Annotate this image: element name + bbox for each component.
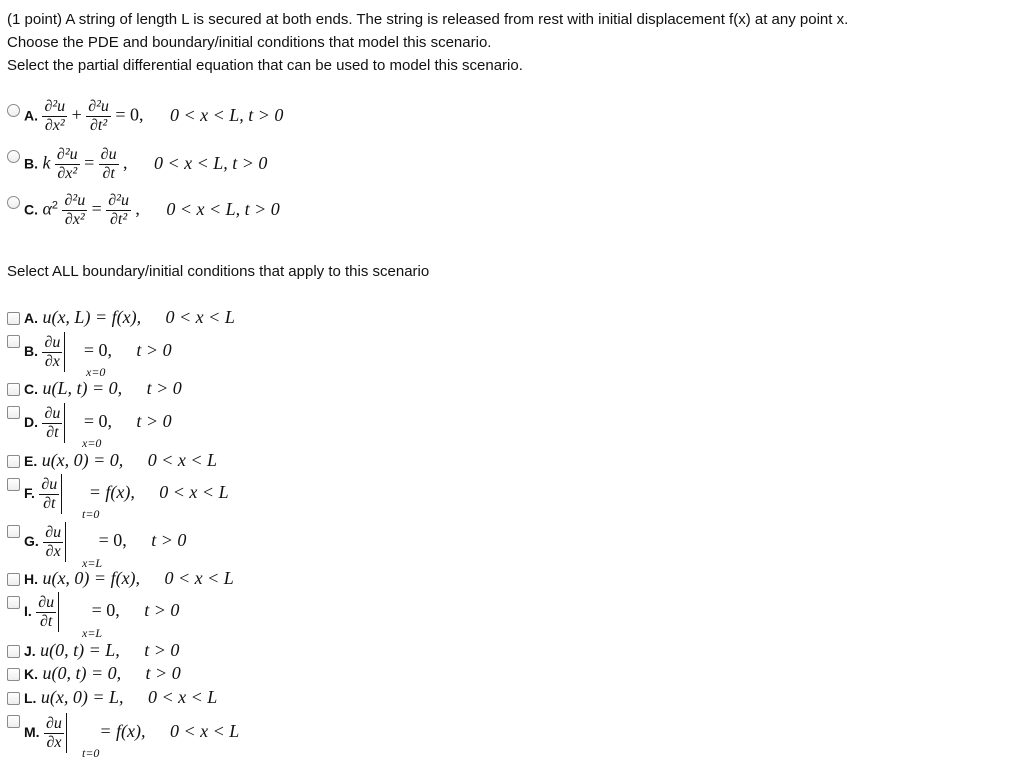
equals-sign: = bbox=[91, 198, 102, 219]
condition-domain: t > 0 bbox=[136, 340, 172, 361]
evaluation-point: t=0 bbox=[82, 507, 100, 521]
condition-domain: 0 < x < L bbox=[164, 568, 234, 588]
option-label: K. bbox=[24, 666, 38, 682]
condition-k-checkbox[interactable] bbox=[7, 668, 20, 681]
plus-sign: + bbox=[71, 104, 82, 125]
evaluation-bar bbox=[58, 592, 59, 632]
condition-domain: t > 0 bbox=[144, 640, 180, 660]
condition-domain: t > 0 bbox=[145, 663, 181, 683]
condition-g-checkbox[interactable] bbox=[7, 525, 20, 538]
condition-rhs: = 0, bbox=[91, 600, 120, 621]
condition-domain: t > 0 bbox=[151, 530, 187, 551]
equation-rhs: , bbox=[123, 152, 128, 173]
condition-k bbox=[24, 663, 181, 684]
fraction: $\frac{\text{∂²u}}{\text{∂x²}}$ bbox=[64, 192, 86, 228]
condition-rhs: = 0, bbox=[83, 411, 112, 432]
pde-option-b bbox=[24, 146, 267, 183]
option-label: C. bbox=[24, 201, 38, 218]
equals-sign: = bbox=[84, 152, 95, 173]
condition-m-checkbox[interactable] bbox=[7, 715, 20, 728]
equation-domain: 0 < x < L, t > 0 bbox=[166, 198, 280, 219]
option-label: A. bbox=[24, 310, 38, 326]
condition-c bbox=[24, 378, 182, 399]
condition-rhs: = 0, bbox=[98, 530, 127, 551]
condition-domain: 0 < x < L bbox=[169, 721, 240, 742]
condition-expr: u(x, 0) = L, bbox=[40, 687, 124, 707]
option-label: F. bbox=[24, 485, 35, 502]
bc-prompt: Select ALL boundary/initial conditions that apply to this scenario bbox=[7, 263, 430, 280]
condition-domain: t > 0 bbox=[136, 411, 172, 432]
question-text-line3: Select the partial differential equation that can be used to model this scenario. bbox=[7, 57, 523, 74]
evaluation-bar bbox=[64, 332, 65, 372]
condition-j-checkbox[interactable] bbox=[7, 645, 20, 658]
condition-h-checkbox[interactable] bbox=[7, 573, 20, 586]
fraction: $\frac{\partial u}{\partial t}$ bbox=[100, 146, 117, 182]
condition-j bbox=[24, 640, 179, 661]
condition-expr: u(0, t) = L, bbox=[40, 640, 120, 660]
question-text-line2: Choose the PDE and boundary/initial conditions that model this scenario. bbox=[7, 34, 492, 51]
evaluation-point: t=0 bbox=[82, 746, 100, 760]
fraction: $\frac{\partial u}{\partial t}$ bbox=[44, 404, 61, 441]
condition-rhs: = f(x), bbox=[99, 721, 146, 742]
condition-l bbox=[24, 687, 217, 708]
pde-option-a bbox=[24, 98, 283, 135]
option-label: H. bbox=[24, 571, 38, 587]
evaluation-point: x=L bbox=[82, 556, 103, 570]
condition-l-checkbox[interactable] bbox=[7, 692, 20, 705]
coefficient: α bbox=[42, 198, 52, 219]
fraction: $\frac{\partial u}{\partial t}$ bbox=[41, 475, 58, 512]
fraction: $\frac{\partial u}{\partial t}$ bbox=[38, 593, 55, 630]
pde-option-c-radio[interactable] bbox=[7, 196, 20, 209]
fraction: $\frac{\text{∂²u}}{\text{∂t²}}$ bbox=[108, 192, 129, 228]
condition-f-checkbox[interactable] bbox=[7, 478, 20, 491]
option-label: E. bbox=[24, 453, 38, 469]
pde-option-b-radio[interactable] bbox=[7, 150, 20, 163]
condition-c-checkbox[interactable] bbox=[7, 383, 20, 396]
condition-domain: t > 0 bbox=[144, 600, 180, 621]
condition-domain: 0 < x < L bbox=[148, 687, 218, 707]
evaluation-bar bbox=[64, 403, 65, 443]
evaluation-point: x=0 bbox=[86, 365, 106, 379]
condition-g bbox=[24, 522, 186, 562]
condition-expr: u(0, t) = 0, bbox=[42, 663, 122, 683]
equation-domain: 0 < x < L, t > 0 bbox=[153, 152, 268, 173]
condition-expr: u(x, 0) = f(x), bbox=[42, 568, 141, 588]
option-label: C. bbox=[24, 381, 38, 397]
option-label: I. bbox=[24, 603, 32, 620]
equation-rhs: = 0, bbox=[115, 104, 144, 125]
evaluation-point: x=0 bbox=[82, 436, 102, 450]
option-label: M. bbox=[24, 724, 40, 741]
question-text-line1: (1 point) A string of length L is secured at both ends. The string is released from rest with initial displacement f(x) at any point x. bbox=[7, 11, 849, 28]
option-label: B. bbox=[24, 343, 38, 360]
equation-domain: 0 < x < L, t > 0 bbox=[169, 104, 284, 125]
fraction: $\frac{\text{∂²u}}{\text{∂x²}}$ bbox=[44, 98, 66, 134]
coefficient: k bbox=[42, 152, 51, 173]
condition-a-checkbox[interactable] bbox=[7, 312, 20, 325]
pde-option-c: C. $\alpha^2$ $\frac{\text{∂²u}}{\text{∂x²}}$ = $\frac{\text{∂²u}}{\text{∂t²}}$ , 0 < x < L, t > 0 bbox=[24, 192, 280, 228]
condition-b-checkbox[interactable] bbox=[7, 335, 20, 348]
condition-expr: u(x, L) = f(x), bbox=[42, 307, 142, 327]
option-label: L. bbox=[24, 690, 37, 706]
option-label: G. bbox=[24, 533, 39, 550]
fraction: $\frac{\text{∂²u}}{\text{∂x²}}$ bbox=[56, 146, 78, 182]
evaluation-bar bbox=[66, 713, 67, 753]
condition-e bbox=[24, 450, 217, 471]
condition-i-checkbox[interactable] bbox=[7, 596, 20, 609]
condition-d-checkbox[interactable] bbox=[7, 406, 20, 419]
fraction: $\frac{\partial u}{\partial x}$ bbox=[46, 714, 62, 751]
evaluation-bar bbox=[61, 474, 62, 514]
fraction: $\frac{\text{∂²u}}{\text{∂t²}}$ bbox=[88, 98, 109, 134]
equation-rhs: , bbox=[135, 198, 140, 219]
condition-rhs: = 0, bbox=[83, 340, 112, 361]
condition-e-checkbox[interactable] bbox=[7, 455, 20, 468]
condition-h bbox=[24, 568, 234, 589]
evaluation-point: x=L bbox=[82, 626, 103, 640]
evaluation-bar bbox=[65, 522, 66, 562]
condition-a bbox=[24, 307, 235, 328]
condition-domain: 0 < x < L bbox=[165, 307, 235, 327]
fraction: $\frac{\partial u}{\partial x}$ bbox=[45, 523, 62, 560]
condition-expr: u(x, 0) = 0, bbox=[41, 450, 124, 470]
option-label: B. bbox=[24, 155, 38, 172]
condition-f bbox=[24, 474, 229, 514]
option-label: D. bbox=[24, 414, 38, 431]
condition-m bbox=[24, 713, 239, 753]
option-label: J. bbox=[24, 643, 36, 659]
condition-rhs: = f(x), bbox=[88, 482, 135, 503]
option-label: A. bbox=[24, 107, 38, 124]
condition-domain: t > 0 bbox=[146, 378, 182, 398]
condition-expr: u(L, t) = 0, bbox=[42, 378, 123, 398]
fraction: $\frac{\partial u}{\partial x}$ bbox=[44, 333, 61, 370]
condition-domain: 0 < x < L bbox=[147, 450, 218, 470]
pde-option-a-radio[interactable] bbox=[7, 104, 20, 117]
condition-domain: 0 < x < L bbox=[159, 482, 229, 503]
